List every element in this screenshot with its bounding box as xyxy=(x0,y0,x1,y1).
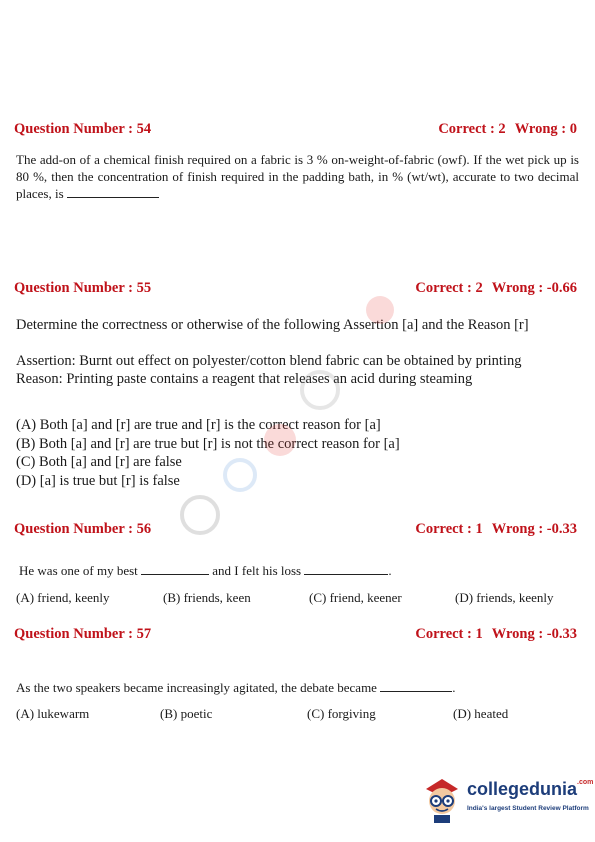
score-info xyxy=(415,626,577,643)
option-d[interactable]: (D) friends, keenly xyxy=(455,590,554,605)
option-a[interactable]: (A) lukewarm xyxy=(16,706,90,721)
answer-blank xyxy=(380,680,452,692)
question-54-text: The add-on of a chemical finish required on a fabric is 3 % on-weight-of-fabric (owf). If the wet pick up is 80 %, then the concentration of finish required in the padding bath, in % (wt/wt), accurate to two decimal places, is xyxy=(16,152,579,201)
collegedunia-logo xyxy=(420,775,594,825)
wrong-marks: Wrong : -0.33 xyxy=(491,626,577,642)
option-b[interactable]: (B) poetic xyxy=(160,706,213,721)
option-a[interactable]: (A) friend, keenly xyxy=(16,590,110,605)
correct-marks: Correct : 2 xyxy=(415,280,483,296)
answer-blank xyxy=(304,563,388,575)
correct-marks: Correct : 2 xyxy=(438,121,506,137)
assertion-text: Assertion: Burnt out effect on polyester/cotton blend fabric can be obtained by printing xyxy=(16,353,522,369)
question-55-stem: Determine the correctness or otherwise of the following Assertion [a] and the Reason [r] xyxy=(16,317,529,333)
correct-marks: Correct : 1 xyxy=(415,626,483,642)
option-c[interactable]: (C) friend, keener xyxy=(309,590,402,605)
answer-blank xyxy=(141,563,209,575)
score-info xyxy=(438,121,577,138)
logo-tagline: India's largest Student Review Platform xyxy=(467,805,589,812)
answer-blank xyxy=(67,186,159,198)
option-c[interactable]: (C) forgiving xyxy=(307,706,376,721)
wrong-marks: Wrong : -0.33 xyxy=(491,521,577,537)
question-54-header xyxy=(14,121,577,138)
wrong-marks: Wrong : -0.66 xyxy=(491,280,577,296)
question-number: Question Number : 56 xyxy=(14,521,152,537)
option-b[interactable]: (B) Both [a] and [r] are true but [r] is not the correct reason for [a] xyxy=(16,435,400,452)
score-info xyxy=(415,521,577,538)
option-b[interactable]: (B) friends, keen xyxy=(163,590,251,605)
reason-text: Reason: Printing paste contains a reagent that releases an acid during steaming xyxy=(16,371,473,387)
wrong-marks: Wrong : 0 xyxy=(514,121,577,137)
question-56-text: He was one of my best and I felt his loss . xyxy=(19,563,392,578)
mascot-icon xyxy=(420,775,464,823)
question-57-options xyxy=(16,706,579,722)
score-info xyxy=(415,280,577,297)
question-number: Question Number : 55 xyxy=(14,280,152,296)
option-a[interactable]: (A) Both [a] and [r] are true and [r] is the correct reason for [a] xyxy=(16,417,381,433)
question-number: Question Number : 54 xyxy=(14,121,152,137)
option-c[interactable]: (C) Both [a] and [r] are false xyxy=(16,454,182,470)
watermark-graphic xyxy=(160,290,420,560)
question-56-options xyxy=(16,590,579,606)
question-57-text: As the two speakers became increasingly agitated, the debate became . xyxy=(16,680,456,695)
option-d[interactable]: (D) heated xyxy=(453,706,509,721)
question-number: Question Number : 57 xyxy=(14,626,152,642)
question-57-header xyxy=(14,626,577,643)
logo-wordmark: collegedunia$^{.com}$ xyxy=(467,779,594,799)
option-d[interactable]: (D) [a] is true but [r] is false xyxy=(16,472,180,489)
correct-marks: Correct : 1 xyxy=(415,521,483,537)
